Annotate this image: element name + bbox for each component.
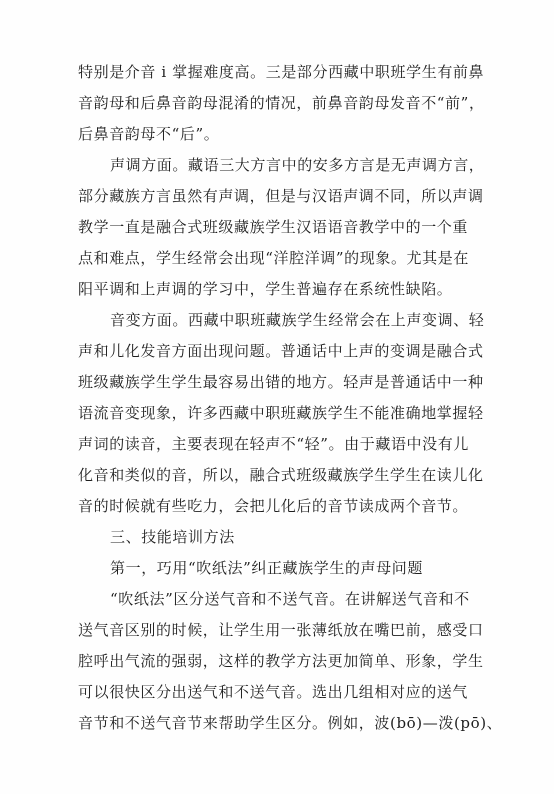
- text-line: 部分藏族方言虽然有声调，但是与汉语声调不同，所以声调: [78, 187, 484, 205]
- text-line: “吹纸法”区分送气音和不送气音。在讲解送气音和不: [110, 590, 470, 608]
- section-heading: 三、技能培训方法: [110, 528, 235, 546]
- text-line: 班级藏族学生学生最容易出错的地方。轻声是普通话中一种: [78, 373, 484, 391]
- text-line: 送气音区别的时候，让学生用一张薄纸放在嘴巴前，感受口: [78, 621, 484, 639]
- text-line: 可以很快区分出送气和不送气音。选出几组相对应的送气: [78, 683, 469, 701]
- text-line: 音的时候就有些吃力，会把儿化后的音节读成两个音节。: [78, 497, 469, 515]
- text-line: 教学一直是融合式班级藏族学生汉语语音教学中的一个重: [78, 218, 469, 236]
- text-line: 化音和类似的音，所以，融合式班级藏族学生学生在读儿化: [78, 466, 484, 484]
- text-line: 声词的读音，主要表现在轻声不“轻”。由于藏语中没有儿: [78, 435, 469, 453]
- text-line: 音节和不送气音节来帮助学生区分。例如，波(bō)—泼(pō)、: [78, 714, 503, 732]
- text-line: 声和儿化发音方面出现问题。普通话中上声的变调是融合式: [78, 342, 484, 360]
- text-line: 后鼻音韵母不“后”。: [78, 125, 220, 143]
- text-line: 音韵母和后鼻音韵母混淆的情况，前鼻音韵母发音不“前”，: [78, 94, 485, 112]
- text-line: 点和难点，学生经常会出现“洋腔洋调”的现象。尤其是在: [78, 249, 469, 267]
- text-line: 特别是介音 i 掌握难度高。三是部分西藏中职班学生有前鼻: [78, 63, 485, 81]
- text-line: 阳平调和上声调的学习中，学生普遍存在系统性缺陷。: [78, 280, 453, 298]
- text-line: 声调方面。藏语三大方言中的安多方言是无声调方言，: [110, 156, 485, 174]
- text-line: 语流音变现象，许多西藏中职班藏族学生不能准确地掌握轻: [78, 404, 484, 422]
- text-line: 腔呼出气流的强弱，这样的教学方法更加简单、形象，学生: [78, 652, 484, 670]
- subsection-heading: 第一，巧用“吹纸法”纠正藏族学生的声母问题: [110, 559, 423, 577]
- text-line: 音变方面。西藏中职班藏族学生经常会在上声变调、轻: [110, 311, 485, 329]
